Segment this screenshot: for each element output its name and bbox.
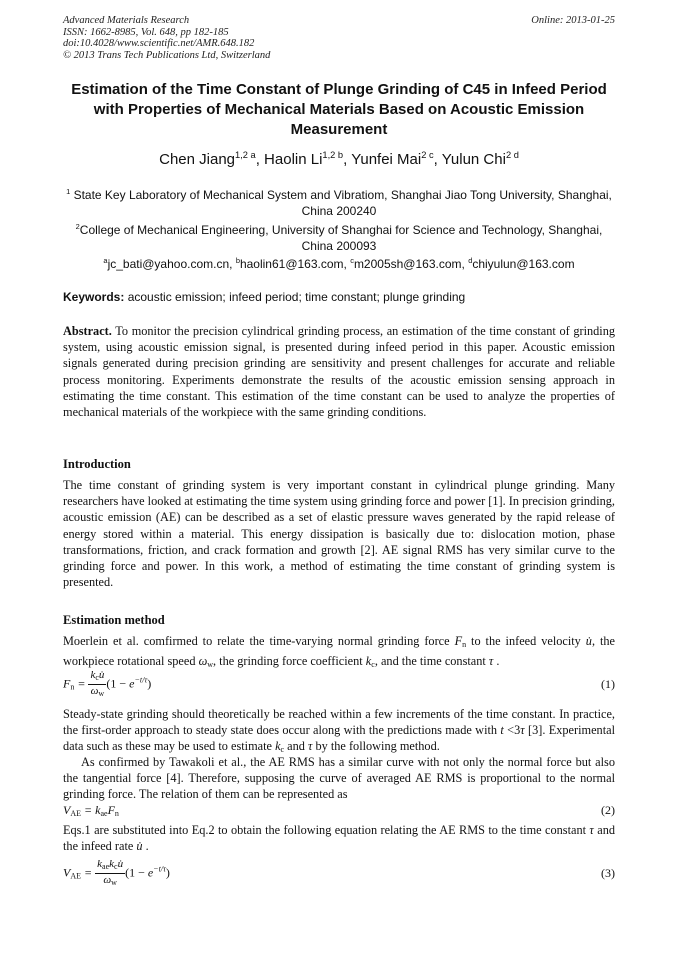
equation-3-formula: $V_{AE}$ = $\frac{k_{ae}k_cu̇}{\omega_w}$ $(1 - e^{-t/\tau})$ (63, 858, 170, 887)
section-heading-introduction: Introduction (63, 457, 131, 471)
text-run: to the infeed velocity (466, 634, 586, 648)
text-run: [3]. Experimental data such as these may be used to estimate (63, 723, 615, 754)
text-run: Steady-state grinding should theoretically be reached within a few increments of the time constant. In practice, the first-order approach to steady state does occur along with the predictions made with (63, 707, 615, 738)
abstract (63, 323, 615, 420)
journal-issn: ISSN: 1662-8985, Vol. 648, pp 182-185 (63, 26, 229, 38)
author-affil-mark: 1,2 a (235, 150, 256, 160)
equation-2 (63, 803, 615, 821)
online-date: Online: 2013-01-25 (531, 15, 615, 26)
text-run: Moerlein et al. comfirmed to relate the time-varying normal grinding force (63, 634, 455, 648)
method-paragraph-1: Moerlein et al. comfirmed to relate the time-varying normal grinding force $F_n$ to the infeed velocity u̇, the workpiece rotational speed $\omega_w$, the grinding force coefficient $k_c$, and the time constant τ . (63, 634, 616, 670)
affiliation-2 (63, 219, 615, 254)
equation-1-formula: $F_n$ = $\frac{k_cu̇}{\omega_w}$ $(1 - e^{-t/\tau})$ (63, 669, 152, 698)
abstract-text: To monitor the precision cylindrical grinding process, an estimation of the time constant of grinding system, using acoustic emission signal, is presented during infeed period in this paper. Acoustic emission signals generated during precision grinding are sensitivity and present challenges for accurate and reliable process monitoring. Experiments demonstrate the results of the acoustic emission sensing approach in estimating the time constant. This estimation of the time constant can be used to analyze the properties of mechanical materials of the workpiece with the same grinding conditions. (63, 324, 615, 420)
text-run: , the workpiece rotational speed (63, 634, 616, 669)
text-run: and the infeed rate (63, 823, 615, 854)
method-paragraph-3: As confirmed by Tawakoli et al., the AE RMS has a similar curve with not only the normal force but also the tangential force [4]. Therefore, supposing the curve of averaged AE RMS is proportional to the normal grinding force. The relation of them can be represented as (63, 755, 615, 802)
equation-number: (1) (601, 677, 615, 691)
email-address[interactable]: chiyulun@163.com (472, 257, 575, 271)
affiliation-mark: 2 (75, 222, 80, 231)
author-name: Yulun Chi (441, 151, 506, 168)
keywords-text: acoustic emission; infeed period; time constant; plunge grinding (127, 290, 466, 304)
author-affil-mark: 1,2 b (322, 150, 344, 160)
email-address[interactable]: haolin61@163.com (239, 257, 344, 271)
author-list: Chen Jiang$^{1,2 a}$, Haolin $Li^{1,2 b}$, Yunfei Mai$^{2 c}$, Yulun Chi$^{2 d}$ (159, 150, 519, 168)
text-run: and (284, 739, 308, 754)
email-mark: d (468, 256, 473, 265)
equation-number: (3) (601, 866, 615, 880)
method-paragraph-2: Steady-state grinding should theoretically be reached within a few increments of the time constant. In practice, the first-order approach to steady state does occur along with the predictions made with t <3τ [3]. Experimental data such as these may be used to estimate $k_c$ and τ by the following method. (63, 707, 615, 755)
affiliation-text: College of Mechanical Engineering, University of Shanghai for Science and Technology, Shanghai, China 200093 (79, 223, 603, 253)
affiliation-text: State Key Laboratory of Mechanical System and Vibratiom, Shanghai Jiao Tong University, Shanghai, China 200240 (73, 188, 612, 218)
affiliation-1 (63, 184, 615, 219)
keywords (63, 290, 615, 304)
journal-copyright: © 2013 Trans Tech Publications Ltd, Switzerland (63, 49, 271, 61)
journal-doi: doi:10.4028/www.scientific.net/AMR.648.182 (63, 38, 255, 49)
author-affil-mark: 2 c (421, 150, 434, 160)
text-run: , and the time constant (374, 654, 489, 669)
equation-2-formula: $V_{AE} = k_{ae}F_n$ (63, 803, 119, 818)
method-paragraph-4: Eqs.1 are substituted into Eq.2 to obtain the following equation relating the AE RMS to the time constant τ and the infeed rate u̇ . (63, 823, 615, 854)
author-name: Yunfei Mai (351, 151, 422, 168)
email-address[interactable]: jc_bati@yahoo.com.cn (107, 257, 230, 271)
text-run: , the grinding force coefficient (213, 654, 366, 669)
email-address[interactable]: m2005sh@163.com (353, 257, 462, 271)
paper-title: Estimation of the Time Constant of Plunge Grinding of C45 in Infeed Period with Properties of Mechanical Materials Based on Acoustic Emission Measurement (71, 81, 607, 138)
equation-number: (2) (601, 803, 615, 817)
email-mark: b (235, 256, 240, 265)
email-mark: c (350, 256, 354, 265)
author-affil-mark: 2 d (505, 150, 519, 160)
journal-header (63, 15, 270, 61)
email-mark: a (103, 256, 108, 265)
author-name: Haolin Li (264, 151, 323, 168)
equation-3 (63, 858, 615, 890)
abstract-label: Abstract. (63, 324, 112, 338)
affiliation-mark: 1 (66, 187, 71, 196)
keywords-label: Keywords: (63, 290, 125, 304)
text-run: Eqs.1 are substituted into Eq.2 to obtain the following equation relating the AE RMS to the time constant (63, 823, 590, 837)
introduction-text: The time constant of grinding system is very important constant in cylindrical plunge grinding. Many researchers have looked at estimating the time system using grinding force and power [1]. In precision grinding, acoustic emission (AE) can be described as a set of elastic pressure waves generated by the rapid release of energy stored within a material. This energy dissipation is basically due to: dislocation motion, phase transformations, friction, and crack formation and growth [2]. AE signal RMS has very similar curve to the grinding force and power. In this work, a method of estimating the time constant of grinding system is presented. (63, 478, 615, 590)
author-name: Chen Jiang (159, 151, 236, 168)
journal-name: Advanced Materials Research (63, 15, 190, 26)
email-list: $^a$jc_bati@yahoo.com.cn, $^b$haolin61@163.com, $^c$m2005sh@163.com, $^d$chiyulun@163.com (103, 256, 575, 271)
section-heading-estimation-method: Estimation method (63, 613, 165, 627)
equation-1 (63, 669, 615, 701)
text-run: by the following method. (312, 739, 440, 754)
